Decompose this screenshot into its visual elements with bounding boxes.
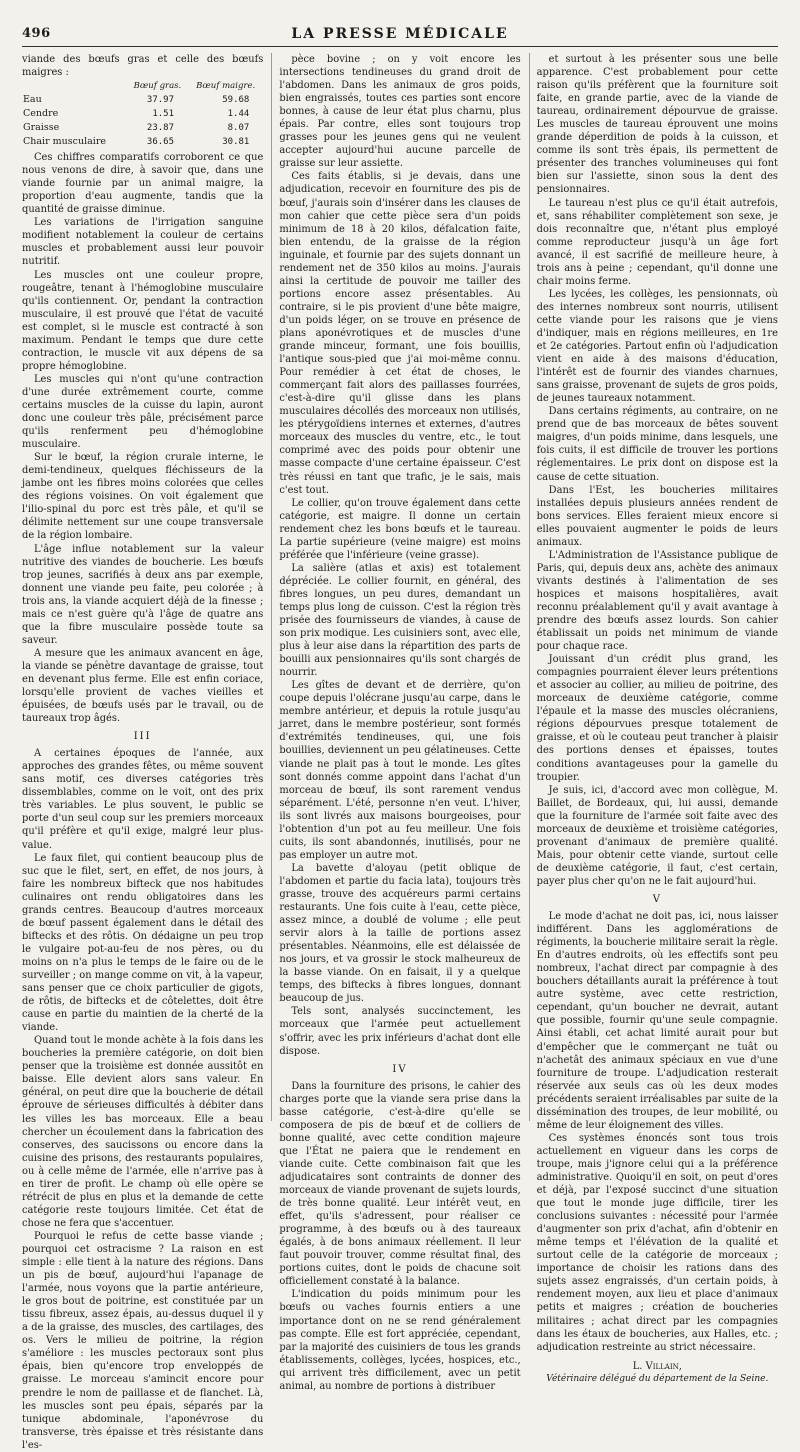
row-fat-value: 37.97: [146, 95, 174, 106]
section-heading-v: V: [652, 894, 662, 905]
paragraph: Je suis, ici, d'accord avec mon collègue, M. Baillet, de Bordeaux, qui, lui aussi, demande que la fourniture de l'armée soit faite avec des morceaux de deuxième et troisième catégories, provenant d'animaux de première qualité. Mais, pour obtenir cette viande, surtout celle de deuxième catégorie, il faut, c'est certain, payer plus cher qu'on ne le fait aujourd'hui.: [536, 784, 778, 887]
paragraph: Jouissant d'un crédit plus grand, les compagnies pourraient élever leurs prétentions et associer au collier, au milieu de poitrine, des morceaux de deuxième catégorie, comme l'épaule et la masse des muscles olécraniens, régions dépourvues presque totalement de graisse, et où le couteau peut trancher à plaisir des portions denses et épaisses, toutes conditions avantageuses pour la gamelle du troupier.: [536, 654, 778, 783]
paragraph: Ces chiffres comparatifs corroborent ce que nous venons de dire, à savoir que, dans une viande fournie par un animal maigre, la proportion d'eau augmente, tandis que la quantité de graisse diminue.: [22, 152, 264, 216]
paragraph: L'âge influe notablement sur la valeur nutritive des viandes de boucherie. Les bœufs trop jeunes, sacrifiés à deux ans par exemple, donnent une viande peu faite, peu colorée ; à trois ans, la viande acquiert déjà de la finesse ; mais ce n'est guère qu'à l'âge de quatre ans que la fibre musculaire possède toute sa saveur.: [22, 543, 264, 646]
paragraph: A certaines époques de l'année, aux approches des grandes fêtes, ou même souvent sans motif, ces diverses catégories très dissemblables, comme on le voit, ont des prix très variables. Le plus souvent, le public se porte d'un seul coup sur les premiers morceaux qu'il préfère et qu'il exige, malgré leur plus-value.: [22, 748, 264, 851]
column-left: [22, 53, 264, 1451]
table-row: [22, 135, 263, 149]
row-label: Cendre: [23, 108, 59, 120]
paragraph: Le taureau n'est plus ce qu'il était autrefois, et, sans réhabiliter complètement son sexe, je dois reconnaître que, n'étant plus employé comme reproducteur jusqu'à un âge fort avancé, il est sacrifié de meilleure heure, à trois ans à peine ; cependant, qu'il donne une chair moins ferme.: [536, 197, 778, 287]
paragraph: A mesure que les animaux avancent en âge, la viande se pénètre davantage de graisse, tout en devenant plus ferme. Elle est enfin coriace, lorsqu'elle provient de vaches vieilles et épuisées, de bœufs usés par le travail, ou de taureaux trop âgés.: [22, 647, 264, 725]
table-row: [22, 93, 263, 107]
page-number: 496: [22, 26, 51, 41]
row-thin-value: 1.44: [227, 109, 250, 120]
table-header-blank: [22, 79, 127, 93]
paragraph: et surtout à les présenter sous une belle apparence. C'est probablement pour cette raison qu'ils préfèrent que la fourniture soit faite, en grande partie, avec de la viande de taureau, ordinairement dépourvue de graisse. Les muscles de taureau éprouvent une moins grande déperdition de poids à la cuisson, et comme ils sont très épais, ils permettent de présenter des tranches volumineuses qui font bien sur l'assiette, sinon sous la dent des pensionnaires.: [536, 54, 778, 196]
row-label: Eau: [23, 94, 42, 106]
section-heading-iv: IV: [392, 1063, 408, 1075]
paragraph: Dans l'Est, les boucheries militaires installées depuis plusieurs années rendent de bons services. Elles feraient mieux encore si elles pouvaient augmenter le poids de leurs animaux.: [536, 484, 778, 548]
intro-line: viande des bœufs gras et celle des bœufs maigres :: [22, 54, 264, 79]
column-middle: [271, 53, 521, 1392]
text-columns: [22, 53, 778, 1451]
table-row: [22, 107, 263, 121]
paragraph: Le collier, qu'on trouve également dans cette catégorie, est maigre. Il donne un certain rendement chez les bons bœufs et le taureau. La partie supérieure (veine maigre) est moins préférée que l'inférieure (veine grasse).: [279, 497, 521, 561]
paragraph: La salière (atlas et axis) est totalement dépréciée. Le collier fournit, en général, des fibres longues, un peu dures, demandant un temps plus long de cuisson. C'est la région très prisée des fournisseurs de viandes, à cause de son prix modique. Les cuisiniers sont, avec elle, plus à leur aise dans la répartition des parts de bouilli aux pensionnaires qu'ils sont chargés de nourrir.: [279, 562, 521, 679]
section-heading-iii: III: [133, 731, 152, 743]
paragraph: Les gîtes de devant et de derrière, qu'on coupe depuis l'olécrane jusqu'au carpe, dans le membre antérieur, et depuis la rotule jusqu'au jarret, dans le membre postérieur, sont formés d'extrémités tendineuses, qui, une fois bouillies, deviennent un peu gélatineuses. Cette viande ne plait pas à tout le monde. Les gîtes sont donnés comme appoint dans l'achat d'un morceau de bœuf, ils sont rarement vendus séparément. L'été, personne n'en veut. L'hiver, ils sont livrés aux maisons bourgeoises, pour l'obtention d'un pot au feu meilleur. Une fois cuits, ils sont abandonnés, inutilisés, pour ne pas employer un autre mot.: [279, 680, 521, 861]
paragraph: Les variations de l'irrigation sanguine modifient notablement la couleur de certains muscles et probablement aussi leur pouvoir nutritif.: [22, 217, 264, 268]
paragraph: Le mode d'achat ne doit pas, ici, nous laisser indifférent. Dans les agglomérations de régiments, la boucherie militaire serait la règle. En d'autres endroits, où les effectifs sont peu nombreux, l'achat direct par compagnie à des bouchers détaillants aurait la préférence à tout autre système, avec cette restriction, cependant, qu'un boucher ne devrait, autant que possible, fournir qu'une seule compagnie. Ainsi établi, cet achat limité aurait pour but d'empêcher que le commerçant ne tuât ou n'achetât des animaux spéciaux en vue d'une fourniture de troupe. L'adjudication resterait réservée aux seuls cas où les deux modes précédents seraient irréalisables par suite de la dissémination des troupes, de leur mobilité, ou même de leur éloignement des villes.: [536, 911, 778, 1131]
table-header-fat: Bœuf gras.: [133, 81, 182, 92]
paragraph: L'indication du poids minimum pour les bœufs ou vaches fournis entiers a une importance dont on ne se rend généralement pas compte. Elle est fort appréciée, cependant, par la majorité des cuisiniers de tous les grands établissements, collèges, lycées, hospices, etc., qui arrivent très difficilement, avec un petit animal, au nombre de portions à distribuer: [279, 1289, 521, 1392]
paragraph: Dans certains régiments, au contraire, on ne prend que de bas morceaux de bêtes souvent maigres, d'un poids minime, dans lesquels, une fois cuits, il est difficile de trouver les portions réglementaires. Le prix dont on dispose est la cause de cette situation.: [536, 406, 778, 483]
row-label: Graisse: [23, 122, 60, 134]
paragraph: Les muscles qui n'ont qu'une contraction d'une durée extrêmement courte, comme certains muscles de la cuisse du lapin, auront donc une couleur très pâle, précisément parce qu'ils renferment peu d'hémoglobine musculaire.: [22, 373, 264, 451]
table-header-row: [22, 79, 263, 93]
paragraph: Ces faits établis, si je devais, dans une adjudication, recevoir en fourniture des pis de bœuf, j'aurais soin d'insérer dans les clauses de mon cahier que cette pièce sera d'un poids minimum de 18 à 20 kilos, défalcation faite, bien entendu, de la graisse de la région inguinale, et fournie par des sujets donnant un rendement net de 350 kilos au moins. J'aurais ainsi la certitude de pouvoir me tailler des portions encore assez présentables. Au contraire, si le pis provient d'une bête maigre, d'un poids léger, on se trouve en présence de plans aponévrotiques et de muscles d'une grande minceur, formant, une fois bouillis, l'antique sous-pied que j'ai moi-même connu. Pour remédier à cet état de choses, le commerçant fait alors des paillasses fourrées, c'est-à-dire qu'il glisse dans les plans musculaires décollés des morceaux non utilisés, les ptérygoïdiens internes et externes, d'autres morceaux des muscles du ventre, etc., le tout comprimé avec des poids pour obtenir une masse compacte d'une certaine épaisseur. C'est très réussi en tant que trafic, je le sais, mais c'est tout.: [279, 171, 521, 496]
paragraph: Tels sont, analysés succinctement, les morceaux que l'armée peut actuellement s'offrir, avec les prix inférieurs d'achat dont elle dispose.: [279, 1006, 521, 1057]
paragraph: Quand tout le monde achète à la fois dans les boucheries la première catégorie, on doit bien penser que la troisième est donnée aussitôt en baisse. Elle devient alors sans valeur. En général, on peut dire que la boucherie de détail éprouve de sérieuses difficultés à débiter dans les villes les bas morceaux. Elle a beau chercher un écoulement dans la fabrication des conserves, des saucissons ou encore dans la cuisine des prisons, des restaurants populaires, ou à celle même de l'armée, elle n'arrive pas à en tirer de profit. Le champ où elle opère se rétrécit de plus en plus et la demande de cette catégorie reste toujours limitée. Cet état de chose ne fera que s'accentuer.: [22, 1035, 264, 1229]
author-signature: L. Villain,: [632, 1360, 682, 1372]
row-thin-value: 59.68: [222, 95, 250, 106]
row-fat-value: 36.65: [146, 137, 174, 148]
paragraph: Les muscles ont une couleur propre, rougeâtre, tenant à l'hémoglobine musculaire qu'ils contiennent. Or, pendant la contraction musculaire, il est prouvé que l'état de vacuité est complet, si le muscle est contracté à son maximum. Pendant le temps que dure cette contraction, le muscle vit aux dépens de sa propre hémoglobine.: [22, 269, 264, 372]
paragraph: Ces systèmes énoncés sont tous trois actuellement en vigueur dans les corps de troupe, mais j'ignore celui qui a la préférence administrative. Quoiqu'il en soit, on peut d'ores et déjà, par l'exposé succinct d'une situation que tout le monde juge difficile, tirer les conclusions suivantes : nécessité pour l'armée d'augmenter son prix d'achat, afin d'obtenir en même temps et l'élévation de la qualité et surtout celle de la catégorie de morceaux ; importance de choisir les rations dans des sujets assez engraissés, d'un certain poids, à rendement moyen, aux lieu et place d'animaux petits et maigres ; création de boucheries militaires ; achat direct par les compagnies dans les étaux de boucheries, aux Halles, etc. ; adjudication restreinte au strict nécessaire.: [536, 1132, 778, 1353]
paragraph: La bavette d'aloyau (petit oblique de l'abdomen et partie du facia lata), toujours très grasse, trouve des acquéreurs parmi certains restaurants. Une fois cuite à l'eau, cette pièce, assez mince, a doublé de volume ; elle peut servir alors à la taille de portions assez présentables. Néanmoins, elle est délaissée de nos jours, et va grossir le stock malheureux de la basse viande. On en faisait, il y a quelque temps, des biftecks à fibres longues, donnant beaucoup de jus.: [279, 862, 521, 1005]
page-header: [22, 24, 778, 47]
paragraph: Pourquoi le refus de cette basse viande ; pourquoi cet ostracisme ? La raison en est simple : elle tient à la nature des régions. Dans un pis de bœuf, aujourd'hui l'apanage de l'armée, nous voyons que la partie antérieure, le gros bout de poitrine, est constituée par un tissu fibreux, assez épais, au-dessus duquel il y a de la graisse, des muscles, des cartilages, des os. Vers le milieu de poitrine, la région s'améliore : les muscles pectoraux sont plus épais, bien qu'encore trop enveloppés de graisse. Le morceau s'amincit encore pour prendre le nom de paillasse et de flanchet. Là, les muscles sont peu épais, séparés par la tunique abdominale, l'aponévrose du transverse, très épaisse et très résistante dans l'es-: [22, 1230, 264, 1451]
paragraph: pèce bovine ; on y voit encore les intersections tendineuses du grand droit de l'abdomen. Dans les animaux de gros poids, bien engraissés, toutes ces parties sont encore bonnes, à cause de leur état plus charnu, plus épais. Par contre, elles sont toujours trop grasses pour les jeunes gens qui ne veulent accepter aujourd'hui aucune parcelle de graisse sur leur assiette.: [279, 54, 521, 170]
row-thin-value: 8.07: [227, 123, 250, 134]
row-fat-value: 1.51: [152, 109, 174, 120]
paragraph: L'Administration de l'Assistance publique de Paris, qui, depuis deux ans, achète des animaux vivants destinés à l'alimentation de ses hospices et maisons hospitalières, avait reconnu préalablement qu'il y avait avantage à prendre des bœufs assez lourds. Son cahier établissait un poids net minimum de viande pour chaque race.: [536, 549, 778, 653]
row-fat-value: 23.87: [146, 123, 174, 134]
column-right: [529, 53, 778, 1384]
paragraph: Le faux filet, qui contient beaucoup plus de suc que le filet, sert, en effet, de nos jours, à faire les nombreux bifteck que nos habitudes culinaires ont rendu obligatoires dans les grands centres. Beaucoup d'autres morceaux de bœuf passent également dans le détail des biftecks et des rôtis. On dédaigne un peu trop le vulgaire pot-au-feu de nos pères, ou du moins on n'a plus le temps de le faire ou de le surveiller ; on mange comme on vit, à la vapeur, sans penser que ce choix particulier de gigots, de rôtis, de biftecks et de côtelettes, doit être cause en partie du maintien de la cherté de la viande.: [22, 852, 264, 1034]
paragraph: Les lycées, les collèges, les pensionnats, où des internes nombreux sont nourris, utilisent cette viande pour les raisons que je viens d'indiquer, mais en régions meilleures, en 1re et 2e catégories. Partout enfin où l'adjudication vient en aide à des maisons d'éducation, l'intérêt est de fournir des viandes charnues, sans graisse, provenant de sujets de gros poids, de jeunes taureaux notamment.: [536, 288, 778, 405]
row-label: Chair musculaire: [23, 136, 106, 148]
composition-table: [22, 79, 263, 149]
paragraph: Dans la fourniture des prisons, le cahier des charges porte que la viande sera prise dans la basse catégorie, c'est-à-dire qu'elle se composera de pis de bœuf et de colliers de bonne qualité, avec cette condition majeure que l'État ne paiera que le rendement en viande cuite. Cette combinaison fait que les adjudicataires sont contraints de donner des morceaux de viande provenant de sujets lourds, de très bonne qualité. Leur intérêt veut, en effet, qu'ils s'adressent, pour réaliser ce programme, à des bœufs ou à des taureaux égalés, à de bons animaux réellement. Il leur faut pouvoir trouver, comme résultat final, des portions cuites, dont le poids de chacune soit officiellement constaté à la balance.: [279, 1080, 521, 1288]
table-header-thin: Bœuf maigre.: [196, 81, 256, 92]
table-row: [22, 121, 263, 135]
row-thin-value: 30.81: [222, 137, 250, 148]
paragraph: Sur le bœuf, la région crurale interne, le demi-tendineux, quelques fléchisseurs de la jambe ont les fibres moins colorées que celles des régions voisines. On voit également que l'ilio-spinal du porc est très pâle, et qu'il se délimite nettement sur une coupe transversale de la région lombaire.: [22, 452, 264, 542]
journal-title: LA PRESSE MÉDICALE: [291, 26, 509, 42]
author-title: Vétérinaire délégué du département de la Seine.: [546, 1373, 769, 1384]
